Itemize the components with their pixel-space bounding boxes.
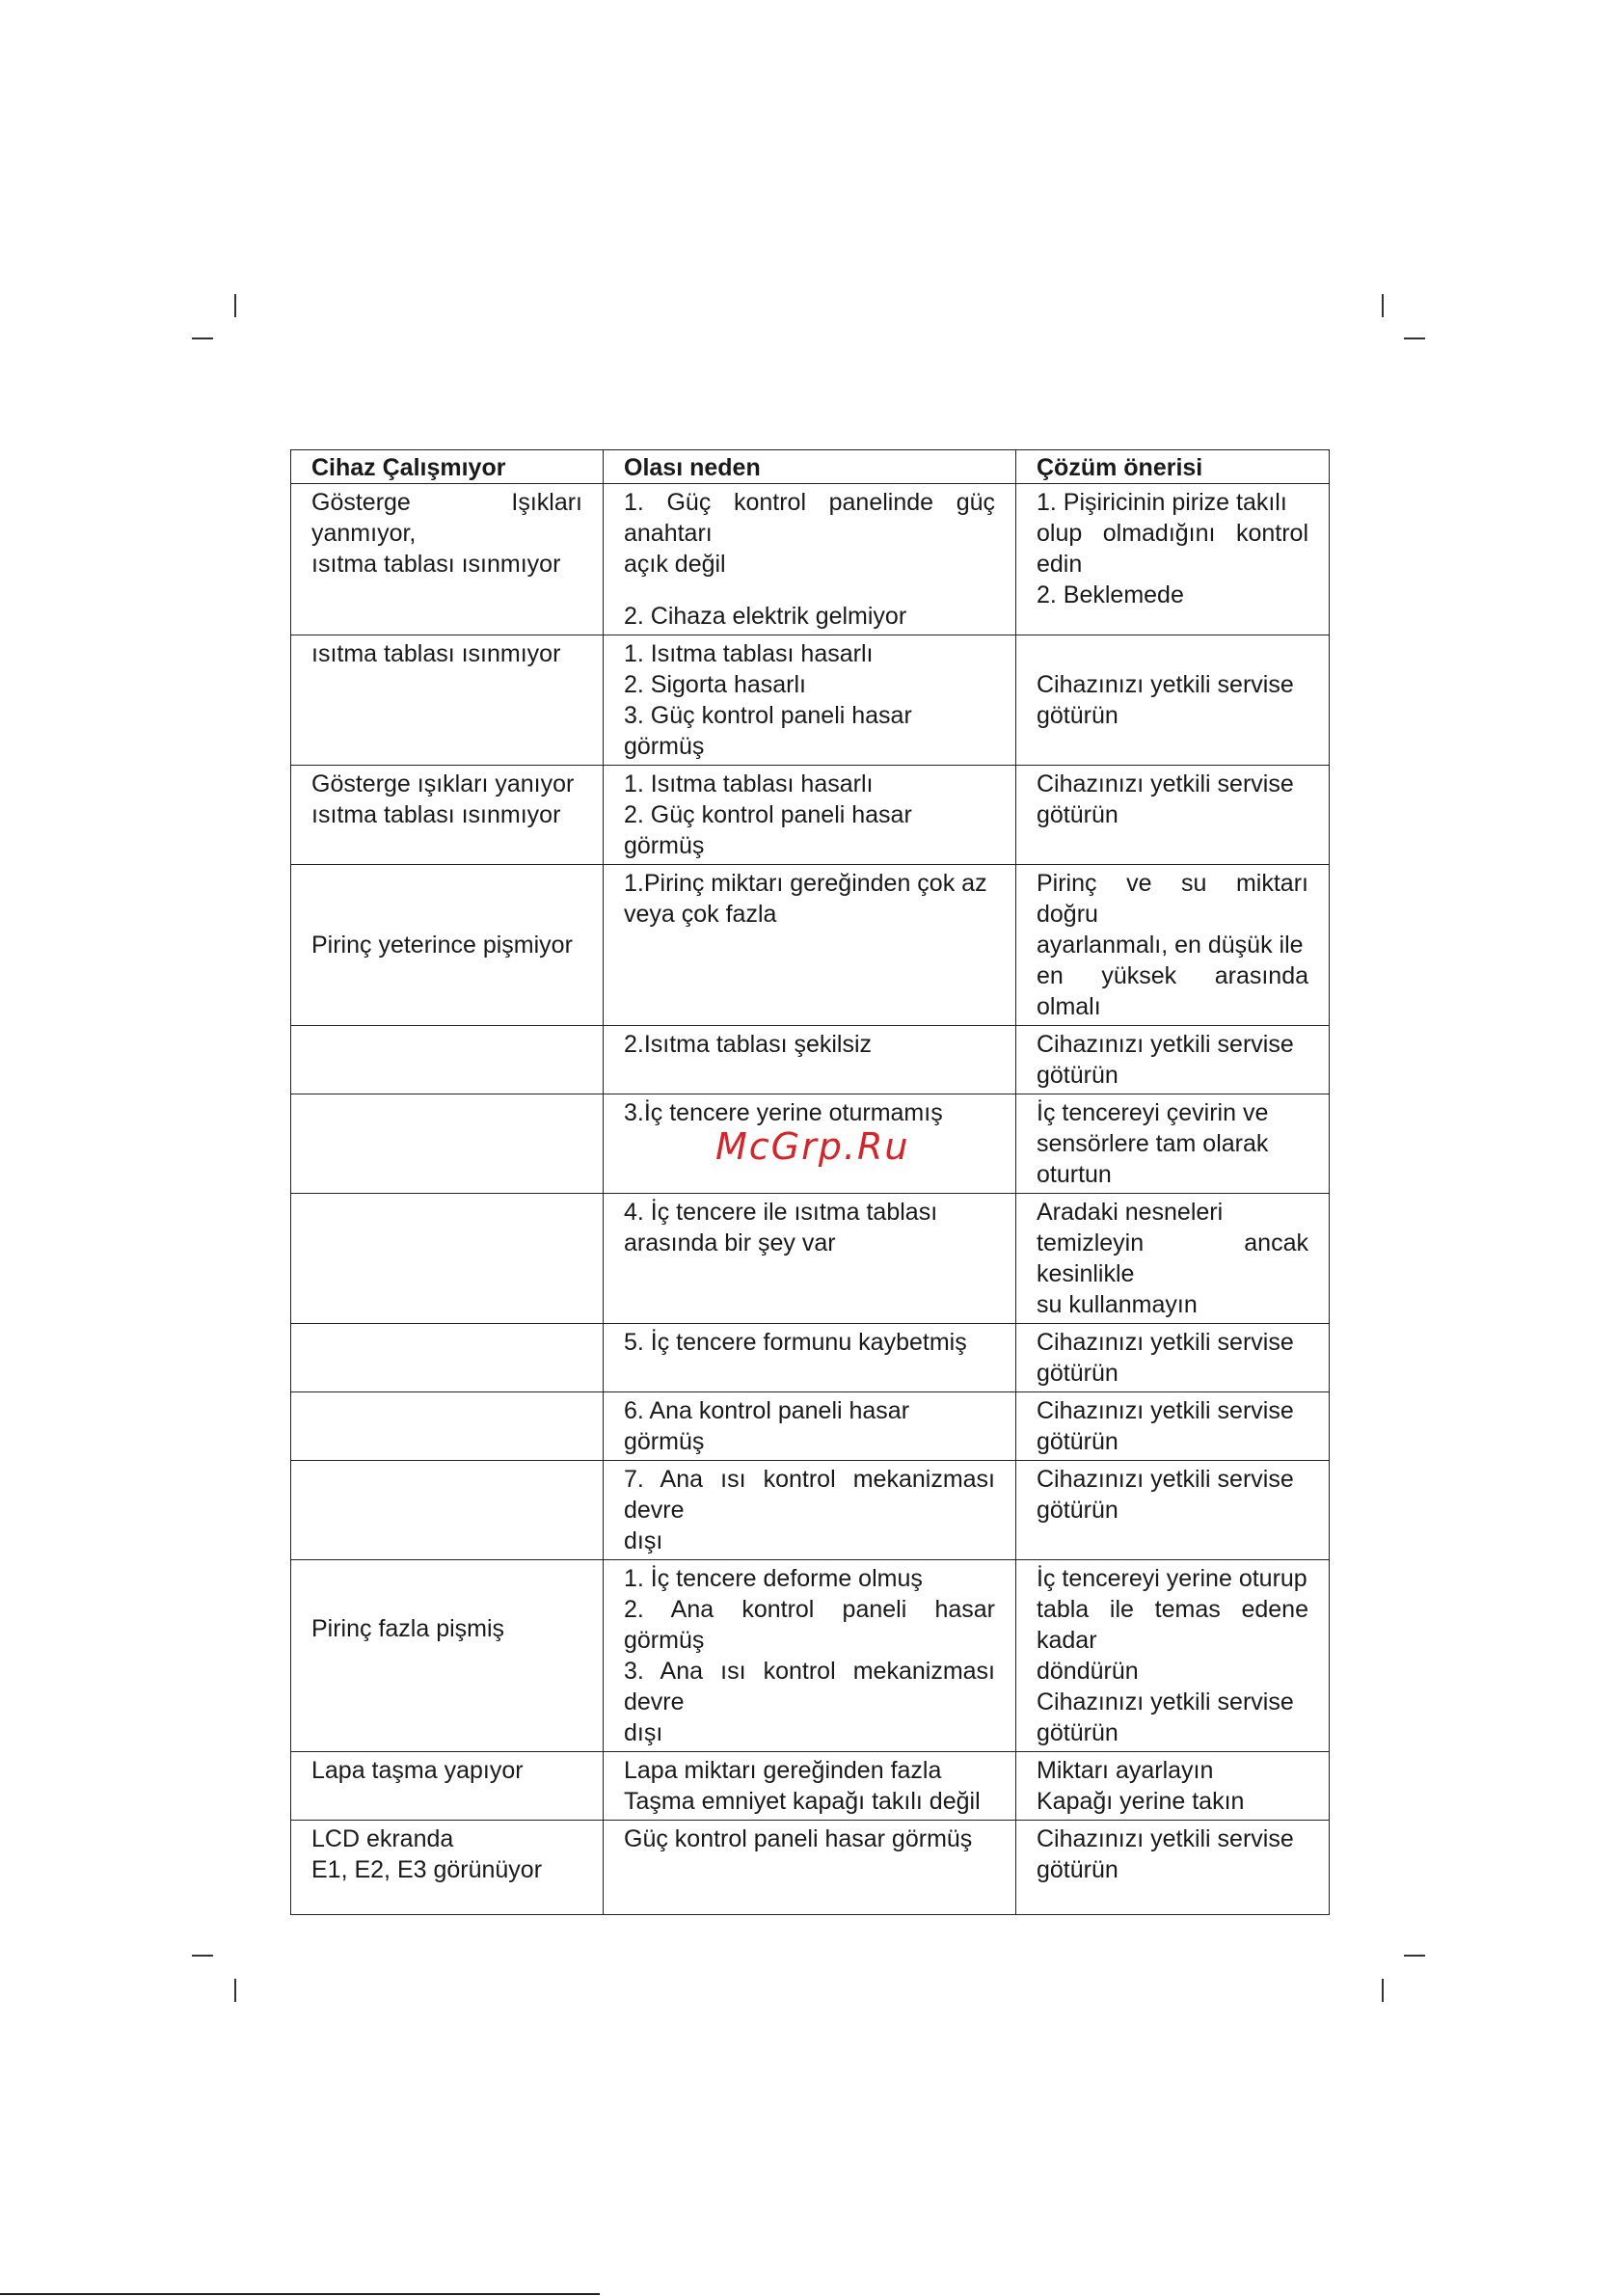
cause-text: 2. Cihaza elektrik gelmiyor [624, 603, 907, 630]
table-row [291, 1752, 1330, 1821]
cause-cell [604, 1392, 1016, 1461]
problem-text: ısıtma tablası ısınmıyor [311, 640, 561, 667]
solution-text: götürün [1037, 1428, 1118, 1455]
solution-text: Cihazınızı yetkili servise [1037, 1031, 1294, 1058]
solution-text: Aradaki nesneleri [1037, 1199, 1224, 1226]
header-problem: Cihaz Çalışmıyor [291, 450, 604, 484]
solution-text: Pirinç ve su miktarı doğru [1037, 870, 1308, 928]
table-row [291, 1392, 1330, 1461]
cause-text: 6. Ana kontrol paneli hasar görmüş [624, 1397, 910, 1455]
cause-text: Taşma emniyet kapağı takılı değil [624, 1788, 981, 1815]
solution-cell [1016, 1821, 1330, 1915]
problem-cell [291, 1461, 604, 1560]
problem-cell [291, 766, 604, 865]
problem-cell [291, 635, 604, 766]
crop-mark [1404, 338, 1425, 339]
solution-text: ayarlanmalı, en düşük ile [1037, 932, 1304, 959]
cause-text: arasında bir şey var [624, 1229, 836, 1256]
solution-cell [1016, 635, 1330, 766]
crop-mark [1404, 1955, 1425, 1957]
cause-text: 1. Isıtma tablası hasarlı [624, 640, 874, 667]
cause-text: açık değil [624, 551, 726, 578]
table-row [291, 484, 1330, 635]
solution-text: döndürün [1037, 1658, 1139, 1685]
problem-text: Lapa taşma yapıyor [311, 1757, 524, 1784]
problem-text: ısıtma tablası ısınmıyor [311, 801, 561, 828]
solution-text: temizleyin ancak kesinlikle [1037, 1229, 1308, 1287]
cause-cell [604, 1026, 1016, 1094]
header-solution: Çözüm önerisi [1016, 450, 1330, 484]
problem-text: E1, E2, E3 görünüyor [311, 1856, 543, 1883]
solution-text: götürün [1037, 1497, 1118, 1524]
table-row [291, 1461, 1330, 1560]
problem-cell [291, 1392, 604, 1461]
solution-text: İç tencereyi yerine oturup [1037, 1565, 1307, 1592]
solution-text: götürün [1037, 1719, 1118, 1746]
solution-text: İç tencereyi çevirin ve [1037, 1099, 1269, 1126]
table-row [291, 1324, 1330, 1392]
table-row [291, 766, 1330, 865]
solution-text: 2. Beklemede [1037, 581, 1184, 608]
solution-cell [1016, 1324, 1330, 1392]
problem-cell [291, 1094, 604, 1194]
cause-text: 2.Isıtma tablası şekilsiz [624, 1031, 873, 1058]
cause-text: dışı [624, 1527, 663, 1554]
solution-text: Cihazınızı yetkili servise [1037, 1688, 1294, 1715]
cause-text: 7. Ana ısı kontrol mekanizması devre [624, 1466, 995, 1524]
crop-mark [1382, 294, 1384, 317]
solution-cell [1016, 1094, 1330, 1194]
cause-cell [604, 1194, 1016, 1324]
cause-text: 2. Güç kontrol paneli hasar görmüş [624, 801, 912, 859]
cause-cell [604, 766, 1016, 865]
solution-text: Kapağı yerine takın [1037, 1788, 1245, 1815]
solution-text: götürün [1037, 1062, 1118, 1089]
crop-mark [192, 338, 213, 339]
header-cause: Olası neden [604, 450, 1016, 484]
solution-cell [1016, 1392, 1330, 1461]
solution-text: Cihazınızı yetkili servise [1037, 1825, 1294, 1852]
troubleshooting-table [290, 449, 1330, 1915]
crop-mark [192, 1955, 213, 1957]
cause-cell [604, 865, 1016, 1026]
cause-text: 3.İç tencere yerine oturmamış [624, 1099, 943, 1126]
solution-text: götürün [1037, 702, 1118, 729]
cause-cell [604, 1821, 1016, 1915]
solution-cell [1016, 1560, 1330, 1752]
solution-text: Cihazınızı yetkili servise [1037, 1397, 1294, 1424]
solution-text: Cihazınızı yetkili servise [1037, 1466, 1294, 1493]
cause-text: 1.Pirinç miktarı gereğinden çok az [624, 870, 987, 897]
problem-cell [291, 865, 604, 1026]
solution-text: oturtun [1037, 1161, 1112, 1188]
cause-cell [604, 1560, 1016, 1752]
cause-text: Lapa miktarı gereğinden fazla [624, 1757, 942, 1784]
solution-cell [1016, 766, 1330, 865]
cause-text: 3. Ana ısı kontrol mekanizması devre [624, 1658, 995, 1715]
solution-cell [1016, 1752, 1330, 1821]
footer-divider [0, 2293, 600, 2295]
solution-text: götürün [1037, 1856, 1118, 1883]
problem-text: ısıtma tablası ısınmıyor [311, 551, 561, 578]
cause-cell [604, 1324, 1016, 1392]
cause-text: veya çok fazla [624, 901, 777, 928]
solution-text: Cihazınızı yetkili servise [1037, 1329, 1294, 1356]
table-row [291, 1821, 1330, 1915]
solution-cell [1016, 484, 1330, 635]
solution-text: olup olmadığını kontrol edin [1037, 520, 1308, 578]
cause-cell [604, 635, 1016, 766]
cause-text: 2. Sigorta hasarlı [624, 671, 806, 698]
problem-text: Pirinç yeterince pişmiyor [311, 932, 573, 959]
problem-text: Gösterge ışıkları yanıyor [311, 770, 575, 797]
cause-text: 4. İç tencere ile ısıtma tablası [624, 1199, 938, 1226]
solution-text: Cihazınızı yetkili servise [1037, 671, 1294, 698]
table-row [291, 1026, 1330, 1094]
cause-text: 1. İç tencere deforme olmuş [624, 1565, 923, 1592]
cause-text: Güç kontrol paneli hasar görmüş [624, 1825, 973, 1852]
problem-cell [291, 1324, 604, 1392]
solution-text: 1. Pişiricinin pirize takılı [1037, 489, 1287, 516]
problem-cell [291, 484, 604, 635]
cause-text: 1. Isıtma tablası hasarlı [624, 770, 874, 797]
solution-cell [1016, 1461, 1330, 1560]
solution-text: götürün [1037, 1360, 1118, 1387]
table-row [291, 865, 1330, 1026]
table-row [291, 635, 1330, 766]
problem-cell [291, 1821, 604, 1915]
problem-cell [291, 1026, 604, 1094]
cause-text: dışı [624, 1719, 663, 1746]
table-header-row [291, 450, 1330, 484]
cause-text: 3. Güç kontrol paneli hasar görmüş [624, 702, 912, 760]
cause-cell [604, 1461, 1016, 1560]
problem-text: Pirinç fazla pişmiş [311, 1614, 505, 1642]
crop-mark [234, 1979, 236, 2002]
solution-text: en yüksek arasında olmalı [1037, 962, 1308, 1020]
solution-text: sensörlere tam olarak [1037, 1130, 1269, 1157]
table-row [291, 1560, 1330, 1752]
problem-cell [291, 1752, 604, 1821]
table-row [291, 1194, 1330, 1324]
problem-cell [291, 1194, 604, 1324]
solution-text: Miktarı ayarlayın [1037, 1757, 1214, 1784]
cause-text: 5. İç tencere formunu kaybetmiş [624, 1329, 967, 1356]
problem-cell [291, 1560, 604, 1752]
solution-cell [1016, 865, 1330, 1026]
cause-text: 1. Güç kontrol panelinde güç anahtarı [624, 489, 995, 547]
solution-cell [1016, 1026, 1330, 1094]
problem-text: LCD ekranda [311, 1825, 454, 1852]
solution-text: su kullanmayın [1037, 1291, 1198, 1318]
watermark-text: McGrp.Ru [715, 1125, 910, 1168]
cause-text: 2. Ana kontrol paneli hasar görmüş [624, 1596, 995, 1654]
cause-cell [604, 1752, 1016, 1821]
problem-text: Gösterge Işıkları yanmıyor, [311, 489, 582, 547]
solution-text: götürün [1037, 801, 1118, 828]
solution-text: tabla ile temas edene kadar [1037, 1596, 1308, 1654]
solution-text: Cihazınızı yetkili servise [1037, 770, 1294, 797]
crop-mark [234, 294, 236, 317]
solution-cell [1016, 1194, 1330, 1324]
crop-mark [1382, 1979, 1384, 2002]
cause-cell [604, 484, 1016, 635]
